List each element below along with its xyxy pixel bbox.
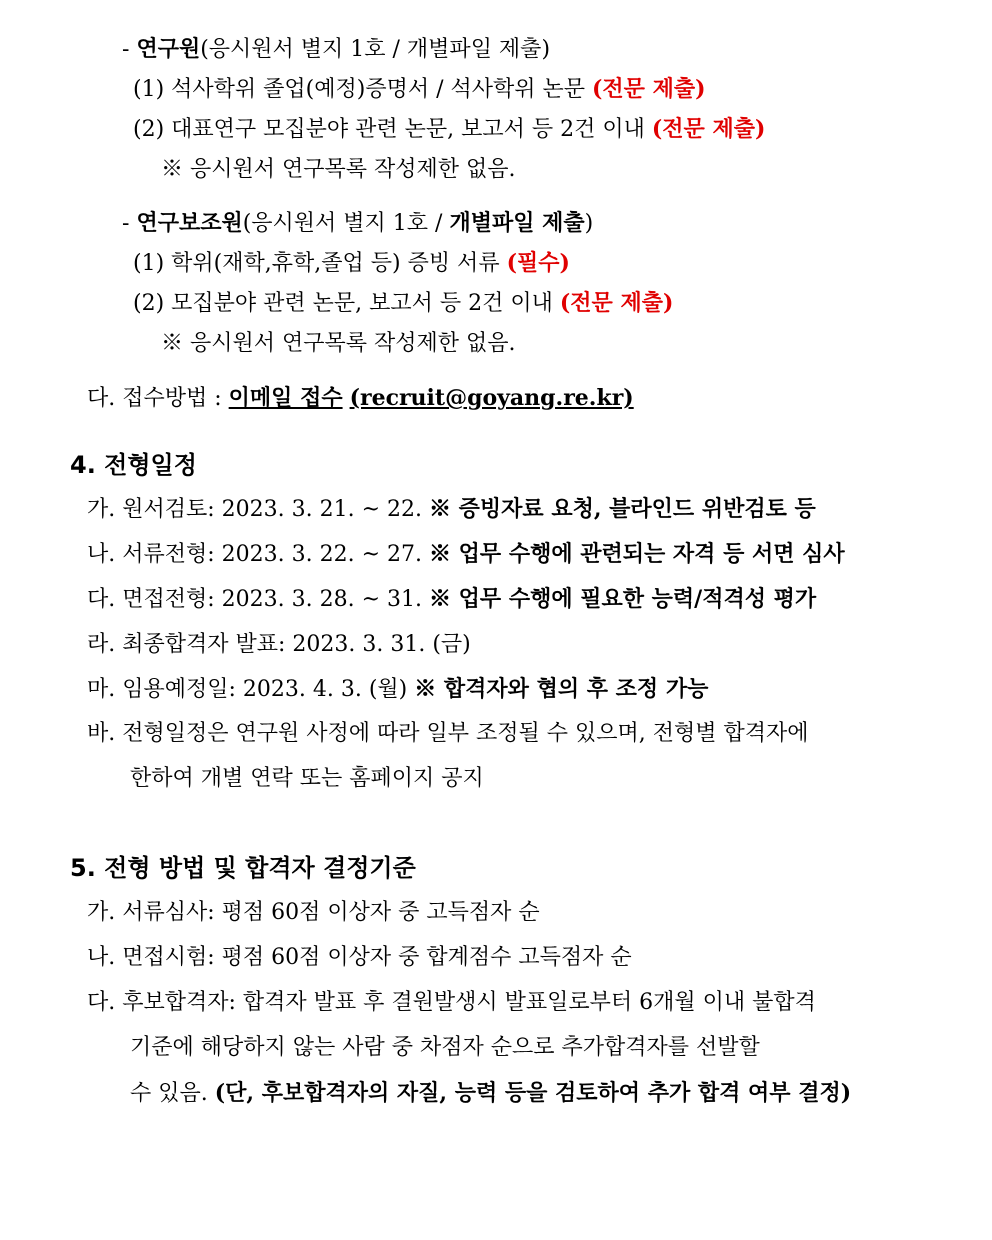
schedule-item-1 bbox=[87, 494, 816, 525]
researcher-item-1 bbox=[133, 74, 706, 105]
schedule-item-3-note: ※ 업무 수행에 필요한 능력/적격성 평가 bbox=[429, 586, 817, 612]
researcher-item-2-text: (2) 대표연구 모집분야 관련 논문, 보고서 등 2건 이내 bbox=[133, 117, 645, 142]
researcher-dash: - bbox=[122, 37, 130, 62]
researcher-item-1-text: (1) 석사학위 졸업(예정)증명서 / 석사학위 논문 bbox=[133, 77, 585, 102]
researcher-title: 연구원 bbox=[136, 36, 201, 62]
submission-method-text: 이메일 접수 bbox=[228, 385, 343, 411]
schedule-item-1-note: ※ 증빙자료 요청, 블라인드 위반검토 등 bbox=[429, 496, 816, 522]
assistant-item-1-text: (1) 학위(재학,휴학,졸업 등) 증빙 서류 bbox=[133, 251, 500, 276]
schedule-item-2-note: ※ 업무 수행에 관련되는 자격 등 서면 심사 bbox=[429, 541, 845, 567]
researcher-item-1-badge: (전문 제출) bbox=[592, 76, 706, 102]
criteria-item-3-line-2: 기준에 해당하지 않는 사람 중 차점자 순으로 추가합격자를 선발할 bbox=[130, 1035, 760, 1060]
researcher-header bbox=[122, 34, 550, 65]
assistant-header bbox=[122, 208, 593, 239]
schedule-item-5-note: ※ 합격자와 협의 후 조정 가능 bbox=[414, 676, 709, 702]
criteria-item-3-line-3 bbox=[130, 1078, 851, 1109]
assistant-title: 연구보조원 bbox=[136, 210, 243, 236]
schedule-item-3 bbox=[87, 584, 816, 615]
researcher-item-2-badge: (전문 제출) bbox=[651, 116, 766, 142]
schedule-item-2-text: 나. 서류전형: 2023. 3. 22. ~ 27. bbox=[87, 542, 429, 567]
criteria-item-2: 나. 면접시험: 평점 60점 이상자 중 합계점수 고득점자 순 bbox=[87, 945, 632, 970]
assistant-item-2-text: (2) 모집분야 관련 논문, 보고서 등 2건 이내 bbox=[133, 291, 553, 316]
schedule-item-5-text: 마. 임용예정일: 2023. 4. 3. (월) bbox=[87, 677, 415, 702]
assistant-item-2-badge: (전문 제출) bbox=[559, 290, 674, 316]
schedule-item-1-text: 가. 원서검토: 2023. 3. 21. ~ 22. bbox=[87, 497, 429, 522]
researcher-paren: (응시원서 별지 1호 / 개별파일 제출) bbox=[200, 37, 551, 62]
assistant-note: ※ 응시원서 연구목록 작성제한 없음. bbox=[161, 331, 516, 356]
submission-label: 다. 접수방법 : bbox=[87, 386, 229, 411]
criteria-item-3-line-3-bold: (단, 후보합격자의 자질, 능력 등을 검토하여 추가 합격 여부 결정) bbox=[214, 1080, 852, 1106]
schedule-item-4-text: 라. 최종합격자 발표: 2023. 3. 31. (금) bbox=[87, 632, 471, 657]
criteria-item-1: 가. 서류심사: 평점 60점 이상자 중 고득점자 순 bbox=[87, 900, 540, 925]
schedule-item-5 bbox=[87, 674, 708, 705]
criteria-heading: 5. 전형 방법 및 합격자 결정기준 bbox=[70, 854, 416, 882]
schedule-item-4 bbox=[87, 629, 471, 660]
assistant-paren-open: (응시원서 별지 1호 / bbox=[242, 211, 450, 236]
schedule-item-6-line-2: 한하여 개별 연락 또는 홈페이지 공지 bbox=[130, 766, 484, 791]
assistant-dash: - bbox=[122, 211, 130, 236]
schedule-item-6-line-1: 바. 전형일정은 연구원 사정에 따라 일부 조정될 수 있으며, 전형별 합격자에 bbox=[87, 721, 809, 746]
schedule-item-3-text: 다. 면접전형: 2023. 3. 28. ~ 31. bbox=[87, 587, 429, 612]
assistant-item-2 bbox=[133, 288, 673, 319]
assistant-item-1 bbox=[133, 248, 570, 279]
assistant-paren-close: ) bbox=[584, 211, 594, 236]
schedule-heading: 4. 전형일정 bbox=[70, 451, 197, 479]
researcher-note: ※ 응시원서 연구목록 작성제한 없음. bbox=[161, 157, 516, 182]
criteria-item-3-line-3-plain: 수 있음. bbox=[130, 1081, 215, 1106]
researcher-item-2 bbox=[133, 114, 765, 145]
submission-email: (recruit@goyang.re.kr) bbox=[349, 385, 634, 411]
assistant-item-1-badge: (필수) bbox=[506, 250, 570, 276]
criteria-item-3-line-1: 다. 후보합격자: 합격자 발표 후 결원발생시 발표일로부터 6개월 이내 불합격 bbox=[87, 990, 816, 1015]
assistant-paren-bold: 개별파일 제출 bbox=[449, 210, 585, 236]
submission-method bbox=[87, 383, 634, 414]
schedule-item-2 bbox=[87, 539, 845, 570]
